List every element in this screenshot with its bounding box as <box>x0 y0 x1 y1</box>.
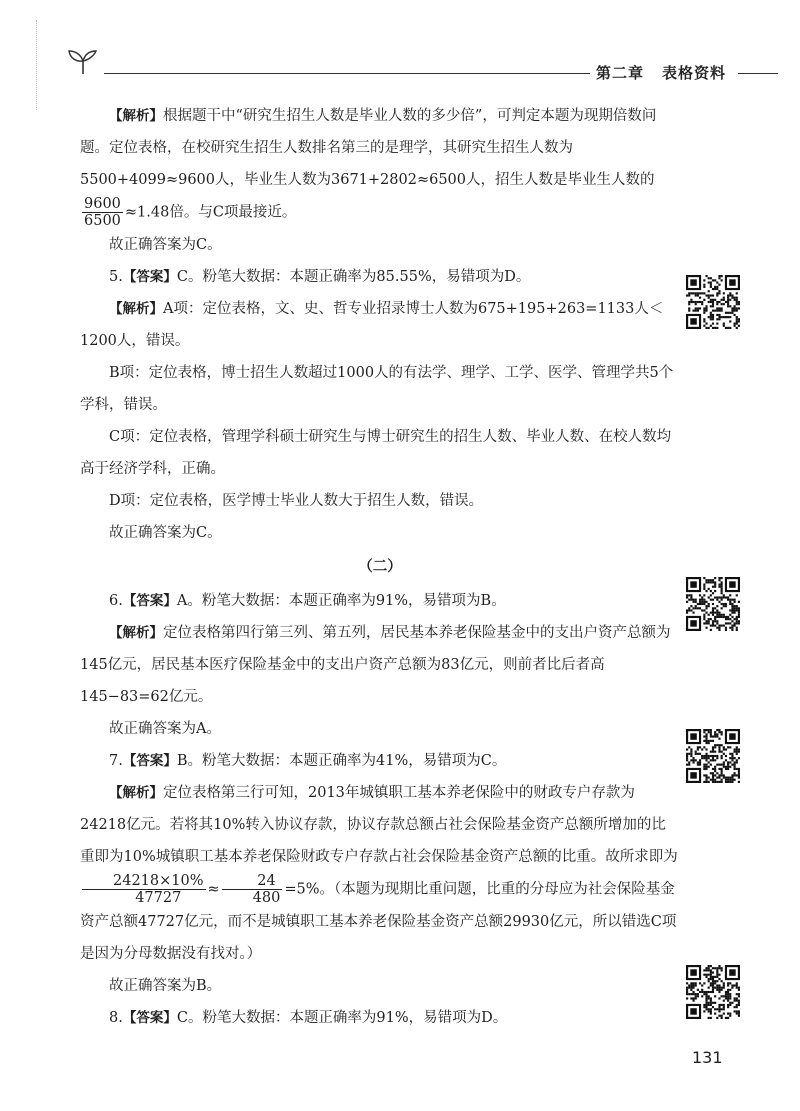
header-rule-tail <box>738 73 778 74</box>
q5-analysis-d: D项：定位表格，医学博士毕业人数大于招生人数，错误。 <box>109 493 484 509</box>
q4-fraction-line <box>80 196 680 229</box>
answer-tag: 【答案】 <box>122 753 177 769</box>
q7-analysis <box>80 777 680 970</box>
answer-text: C。粉笔大数据：本题正确率为91%，易错项为D。 <box>176 1010 508 1026</box>
analysis-tag: 【解析】 <box>109 785 163 801</box>
q5-final-answer: 故正确答案为C。 <box>109 525 222 541</box>
fraction-denominator: 480 <box>252 890 281 906</box>
q5-analysis-a <box>80 293 680 357</box>
approx-sign: ≈ <box>207 881 220 898</box>
qr-code-icon <box>686 729 740 783</box>
qr-code-q7[interactable] <box>686 729 740 783</box>
margin-dots <box>36 20 37 110</box>
answer-text: A。粉笔大数据：本题正确率为91%，易错项为B。 <box>176 593 506 609</box>
fraction-denominator: 47727 <box>135 890 182 906</box>
analysis-text-tail: ≈1.48倍。与C项最接近。 <box>124 204 297 221</box>
analysis-text: A项：定位表格，文、史、哲专业招录博士人数为675+195+263=1133人＜1200人，错误。 <box>80 301 664 349</box>
q5-answer <box>80 261 680 293</box>
q4-final-answer: 故正确答案为C。 <box>109 237 222 253</box>
q7-final-answer: 故正确答案为B。 <box>109 978 222 994</box>
page-number: 131 <box>692 1048 723 1067</box>
analysis-text: 定位表格第三行可知，2013年城镇职工基本养老保险中的财政专户存款为24218亿元。若将其10%转入协议存款，协议存款总额占社会保险基金资产总额所增加的比重即为10%城镇职工基本养老保险财政专户存款占社会保险基金资产总额的比重。故所求即为 <box>80 785 678 865</box>
qr-code-icon <box>686 965 740 1019</box>
qr-code-q6[interactable] <box>686 577 740 631</box>
fraction-1 <box>82 873 206 906</box>
answer-tag: 【答案】 <box>122 1010 177 1026</box>
header-rule <box>104 73 590 74</box>
running-header <box>596 62 726 83</box>
qr-code-q8[interactable] <box>686 965 740 1019</box>
analysis-tag: 【解析】 <box>109 625 163 641</box>
section-label: 表格资料 <box>662 64 727 82</box>
q6-final-answer: 故正确答案为A。 <box>109 721 221 737</box>
section-heading: （二） <box>358 559 402 575</box>
qr-code-q5[interactable] <box>686 275 740 329</box>
question-number: 7. <box>109 753 123 769</box>
q5-analysis-c: C项：定位表格，管理学科硕士研究生与博士研究生的招生人数、毕业人数、在校人数均高于经济学科，正确。 <box>80 429 672 477</box>
analysis-tag: 【解析】 <box>109 301 163 317</box>
answer-tag: 【答案】 <box>122 593 177 609</box>
body-content <box>80 100 680 1034</box>
fraction-denominator: 6500 <box>84 213 121 229</box>
q6-analysis <box>80 617 680 713</box>
answer-text: B。粉笔大数据：本题正确率为41%，易错项为C。 <box>176 753 507 769</box>
chapter-label: 第二章 <box>596 64 645 82</box>
qr-code-icon <box>686 275 740 329</box>
q5-analysis-b: B项：定位表格，博士招生人数超过1000人的有法学、理学、工学、医学、管理学共5个学科，错误。 <box>80 365 674 413</box>
fraction-numerator: 24218×10% <box>82 873 206 890</box>
answer-tag: 【答案】 <box>122 269 177 285</box>
fraction <box>82 196 123 229</box>
question-number: 5. <box>109 269 123 285</box>
answer-text: C。粉笔大数据：本题正确率为85.55%，易错项为D。 <box>176 269 531 285</box>
q7-answer <box>80 745 680 777</box>
qr-code-icon <box>686 577 740 631</box>
analysis-text: 根据题干中“研究生招生人数是毕业人数的多少倍”，可判定本题为现期倍数问题。定位表格，在校研究生招生人数排名第三的是理学，其研究生招生人数为5500+4099≈9600人，毕业生人数为3671+2802≈6500人，招生人数是毕业生人数的 <box>80 108 657 188</box>
analysis-tag: 【解析】 <box>109 108 163 124</box>
q8-answer <box>80 1002 680 1034</box>
analysis-text: 定位表格第四行第三列、第五列，居民基本养老保险基金中的支出户资产总额为145亿元，居民基本医疗保险基金中的支出户资产总额为83亿元，则前者比后者高145−83=62亿元。 <box>80 625 671 705</box>
q4-analysis <box>80 100 680 196</box>
q6-answer <box>80 585 680 617</box>
question-number: 6. <box>109 593 123 609</box>
fraction-numerator: 24 <box>222 873 283 890</box>
question-number: 8. <box>109 1010 123 1026</box>
sprout-icon <box>66 48 100 76</box>
analysis-text-tail: =5%。（本题为现期比重问题，比重的分母应为社会保险基金资产总额47727亿元，而不是城镇职工基本养老保险基金资产总额29930亿元，所以错选C项是因为分母数据没有找对。） <box>80 881 677 962</box>
fraction-numerator: 9600 <box>84 196 121 212</box>
fraction-2 <box>222 873 283 906</box>
